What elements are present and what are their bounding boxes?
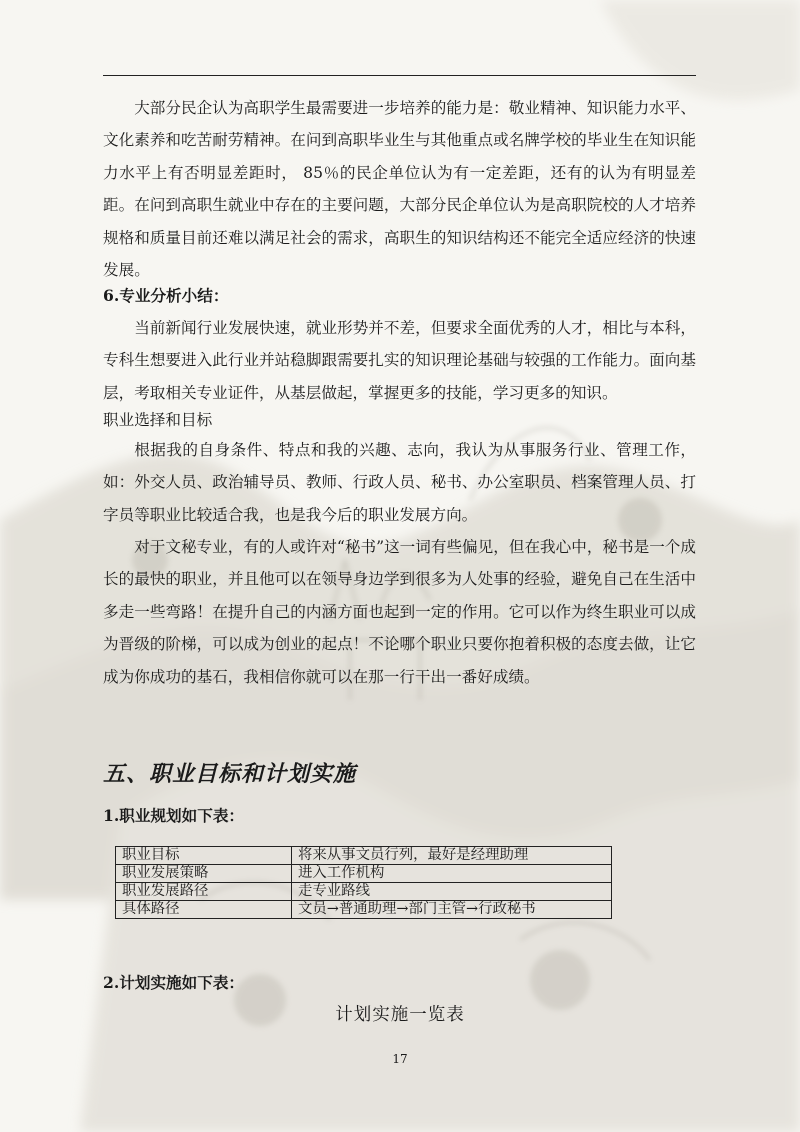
heading-major-summary: 6.专业分析小结：	[103, 286, 229, 305]
section-title: 五、职业目标和计划实施	[103, 761, 357, 787]
table-cell-label: 职业目标	[116, 847, 292, 865]
table-cell-label: 职业发展策略	[116, 865, 292, 883]
table-row	[116, 847, 612, 865]
table-cell-value: 走专业路线	[292, 883, 612, 901]
career-plan-table	[115, 846, 612, 919]
page-number: 17	[392, 1052, 408, 1066]
table-row	[116, 883, 612, 901]
table-caption: 计划实施一览表	[335, 1005, 465, 1025]
subheading-career-plan: 1.职业规划如下表：	[103, 806, 245, 825]
subheading-career-choice: 职业选择和目标	[103, 411, 213, 429]
paragraph-secretary-view: 对于文秘专业，有的人或许对“秘书”这一词有些偏见，但在我心中，秘书是一个成长的最快的职业，并且他可以在领导身边学到很多为人处事的经验，避免自己在生活中多走一些弯路！在提升自己的内涵方面也起到一定的作用。它可以作为终生职业可以成为晋级的阶梯，可以成为创业的起点！不论哪个职业只要你抱着积极的态度去做，让它成为你成功的基石，我相信你就可以在那一行干出一番好成绩。	[103, 538, 696, 686]
table-cell-value: 进入工作机构	[292, 865, 612, 883]
table-row	[116, 865, 612, 883]
table-cell-value: 文员→普通助理→部门主管→行政秘书	[292, 901, 612, 919]
paragraph-career-choice: 根据我的自身条件、特点和我的兴趣、志向，我认为从事服务行业、管理工作，如：外交人员、政治辅导员、教师、行政人员、秘书、办公室职员、档案管理人员、打字员等职业比较适合我，也是我今后的职业发展方向。	[103, 441, 696, 524]
header-rule	[103, 75, 696, 76]
table-row	[116, 901, 612, 919]
paragraph-employer-survey: 大部分民企认为高职学生最需要进一步培养的能力是：敬业精神、知识能力水平、文化素养和吃苦耐劳精神。在问到高职毕业生与其他重点或名牌学校的毕业生在知识能力水平上有否明显差距时， 85％的民企单位认为有一定差距，还有的认为有明显差距。在问到高职生就业中存在的主要问题，大部分民企单位认为是高职院校的人才培养规格和质量目前还难以满足社会的需求，高职生的知识结构还不能完全适应经济的快速发展。	[103, 99, 696, 280]
subheading-plan-implementation: 2.计划实施如下表：	[103, 973, 245, 992]
table-cell-value: 将来从事文员行列，最好是经理助理	[292, 847, 612, 865]
table-cell-label: 具体路径	[116, 901, 292, 919]
table-cell-label: 职业发展路径	[116, 883, 292, 901]
paragraph-major-summary: 当前新闻行业发展快速，就业形势并不差，但要求全面优秀的人才，相比与本科，专科生想要进入此行业并站稳脚跟需要扎实的知识理论基础与较强的工作能力。面向基层，考取相关专业证件，从基层做起，掌握更多的技能，学习更多的知识。	[103, 319, 696, 402]
